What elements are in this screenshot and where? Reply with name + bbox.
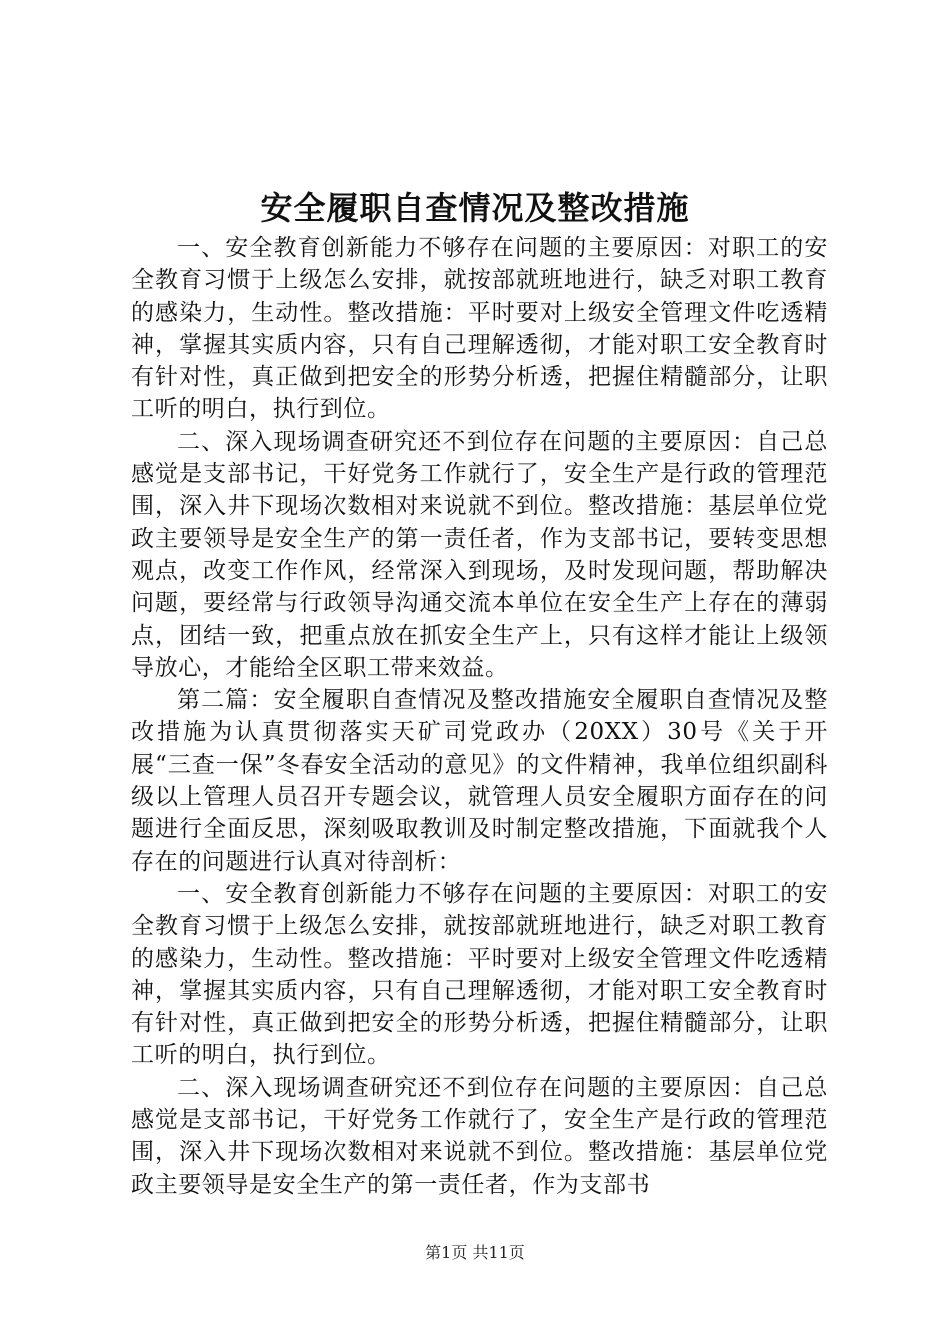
document-body bbox=[131, 232, 828, 1201]
document-title: 安全履职自查情况及整改措施 bbox=[260, 189, 690, 227]
paragraph: 第二篇：安全履职自查情况及整改措施安全履职自查情况及整改措施为认真贯彻落实天矿司党政办（20XX）30号《关于开展“三查一保”冬春安全活动的意见》的文件精神，我单位组织副科级以上管理人员召开专题会议，就管理人员安全履职方面存在的问题进行全面反思，深刻吸取教训及时制定整改措施，下面就我个人存在的问题进行认真对待剖析： bbox=[131, 687, 828, 875]
paragraph: 二、深入现场调查研究还不到位存在问题的主要原因：自己总感觉是支部书记，干好党务工作就行了，安全生产是行政的管理范围，深入井下现场次数相对来说就不到位。整改措施：基层单位党政主要领导是安全生产的第一责任者，作为支部书 bbox=[131, 1074, 828, 1198]
page-number-footer: 第1页 共11页 bbox=[425, 1243, 525, 1262]
paragraph: 一、安全教育创新能力不够存在问题的主要原因：对职工的安全教育习惯于上级怎么安排，就按部就班地进行，缺乏对职工教育的感染力，生动性。整改措施：平时要对上级安全管理文件吃透精神，掌握其实质内容，只有自己理解透彻，才能对职工安全教育时有针对性，真正做到把安全的形势分析透，把握住精髓部分，让职工听的明白，执行到位。 bbox=[131, 235, 828, 423]
paragraph: 二、深入现场调查研究还不到位存在问题的主要原因：自己总感觉是支部书记，干好党务工作就行了，安全生产是行政的管理范围，深入井下现场次数相对来说就不到位。整改措施：基层单位党政主要领导是安全生产的第一责任者，作为支部书记，要转变思想观点，改变工作作风，经常深入到现场，及时发现问题，帮助解决问题，要经常与行政领导沟通交流本单位在安全生产上存在的薄弱点，团结一致，把重点放在抓安全生产上，只有这样才能让上级领导放心，才能给全区职工带来效益。 bbox=[131, 428, 828, 681]
paragraph: 一、安全教育创新能力不够存在问题的主要原因：对职工的安全教育习惯于上级怎么安排，就按部就班地进行，缺乏对职工教育的感染力，生动性。整改措施：平时要对上级安全管理文件吃透精神，掌握其实质内容，只有自己理解透彻，才能对职工安全教育时有针对性，真正做到把安全的形势分析透，把握住精髓部分，让职工听的明白，执行到位。 bbox=[131, 880, 828, 1069]
